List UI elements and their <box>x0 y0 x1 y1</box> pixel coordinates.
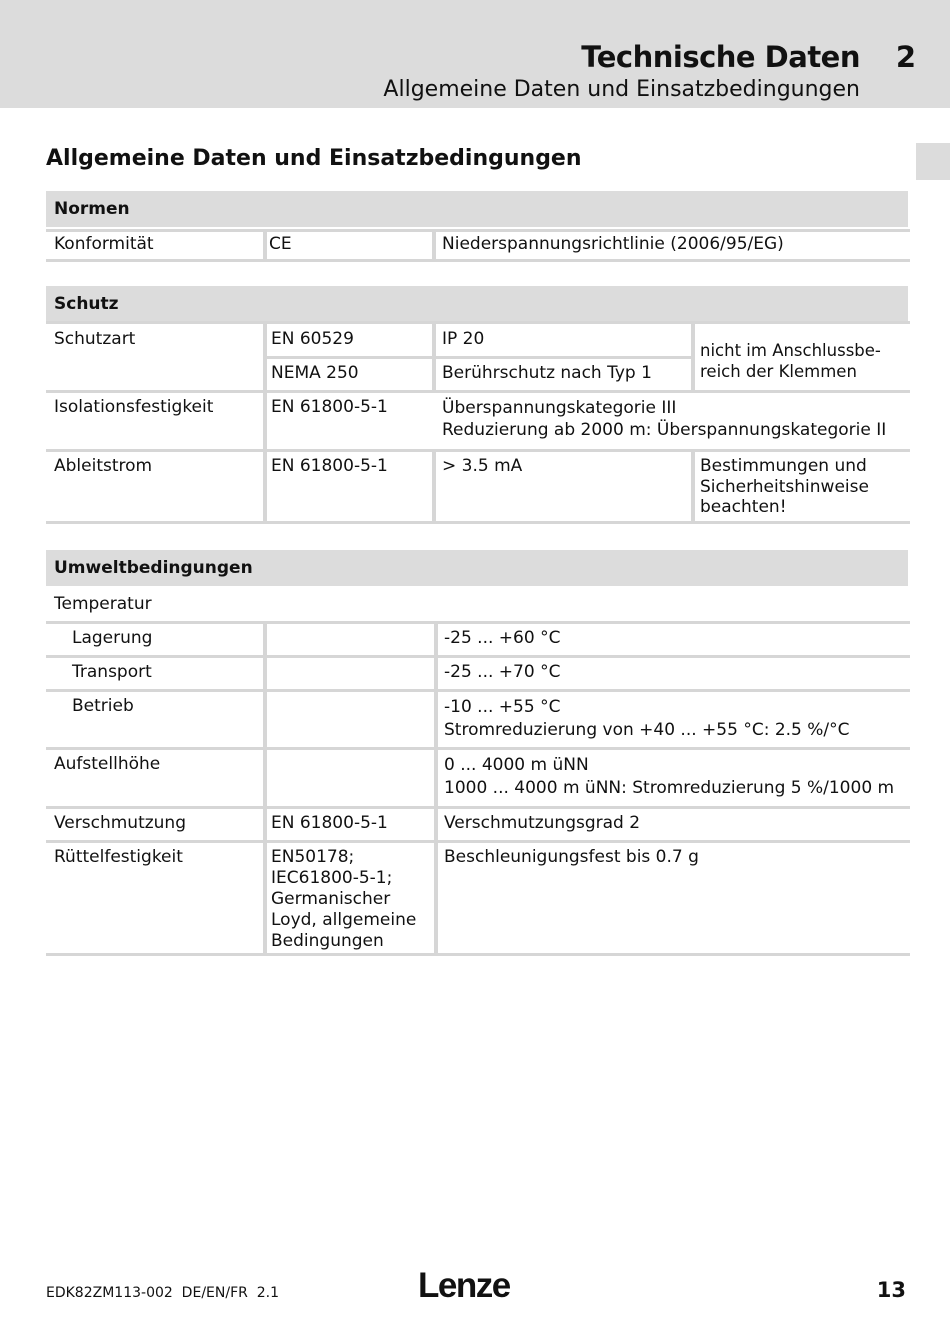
divider <box>46 953 910 956</box>
divider <box>46 806 910 809</box>
ableitstrom-norm: EN 61800-5-1 <box>271 456 388 476</box>
divider <box>263 229 267 260</box>
schutz-heading: Schutz <box>46 286 908 322</box>
konformitaet-norm: CE <box>269 234 292 254</box>
verschmutzung-label: Verschmutzung <box>54 813 186 833</box>
lagerung-value: -25 ... +60 °C <box>444 628 561 648</box>
lenze-logo-text: Lenze <box>418 1266 510 1305</box>
divider <box>46 390 910 393</box>
divider <box>46 321 910 324</box>
ruettel-norm: EN50178; IEC61800-5-1; Germanischer Loyd, allgemeine Bedingungen <box>271 847 417 951</box>
transport-value: -25 ... +70 °C <box>444 662 561 682</box>
ableitstrom-label: Ableitstrom <box>54 456 153 476</box>
divider <box>46 840 910 843</box>
aufstellhoehe-value: 0 ... 4000 m üNN 1000 ... 4000 m üNN: Stromreduzierung 5 %/1000 m <box>444 755 895 798</box>
normen-heading: Normen <box>46 191 908 227</box>
chapter-number: 2 <box>895 40 916 74</box>
divider <box>46 621 910 624</box>
isolation-label: Isolationsfestigkeit <box>54 397 214 417</box>
schutzart-label: Schutzart <box>54 329 136 349</box>
divider <box>432 449 436 523</box>
umwelt-heading: Umweltbedingungen <box>46 550 908 586</box>
schutzart-value-2: Berührschutz nach Typ 1 <box>442 363 652 383</box>
schutzart-note: nicht im Anschlussbe- reich der Klemmen <box>700 341 881 381</box>
chapter-tab-marker <box>916 143 950 180</box>
verschmutzung-norm: EN 61800-5-1 <box>271 813 388 833</box>
divider <box>46 449 910 452</box>
section-title: Allgemeine Daten und Einsatzbedingungen <box>46 146 582 171</box>
divider <box>691 449 695 523</box>
isolation-value: Überspannungskategorie III Reduzierung ab 2000 m: Überspannungskategorie II <box>442 398 887 440</box>
divider <box>263 449 267 523</box>
konformitaet-label: Konformität <box>54 234 154 254</box>
divider <box>434 621 438 955</box>
divider <box>691 321 695 393</box>
divider <box>46 747 910 750</box>
betrieb-label: Betrieb <box>72 696 134 716</box>
divider <box>46 259 910 262</box>
divider <box>46 655 910 658</box>
divider <box>46 229 910 232</box>
verschmutzung-value: Verschmutzungsgrad 2 <box>444 813 641 833</box>
normen-table <box>46 191 910 263</box>
divider <box>263 356 693 359</box>
header-subtitle: Allgemeine Daten und Einsatzbedingungen <box>383 77 860 102</box>
divider <box>263 621 267 955</box>
ableitstrom-note: Bestimmungen und Sicherheitshinweise beachten! <box>700 456 869 517</box>
lenze-logo <box>418 1265 526 1305</box>
schutzart-value-1: IP 20 <box>442 329 485 349</box>
page-number: 13 <box>876 1278 906 1302</box>
divider <box>432 229 436 260</box>
isolation-norm: EN 61800-5-1 <box>271 397 388 417</box>
divider <box>46 521 910 524</box>
ableitstrom-value: > 3.5 mA <box>442 456 523 476</box>
schutzart-norm-1: EN 60529 <box>271 329 354 349</box>
document-id: EDK82ZM113-002 DE/EN/FR 2.1 <box>46 1285 280 1301</box>
lagerung-label: Lagerung <box>72 628 153 648</box>
header-title: Technische Daten <box>581 40 860 74</box>
aufstellhoehe-label: Aufstellhöhe <box>54 754 161 774</box>
ruettel-value: Beschleunigungsfest bis 0.7 g <box>444 847 699 867</box>
betrieb-value: -10 ... +55 °C Stromreduzierung von +40 ... +55 °C: 2.5 %/°C <box>444 697 850 740</box>
divider <box>432 321 436 393</box>
temperatur-label: Temperatur <box>54 594 152 614</box>
schutz-table <box>46 286 910 526</box>
schutzart-norm-2: NEMA 250 <box>271 363 359 383</box>
divider <box>46 689 910 692</box>
transport-label: Transport <box>72 662 152 682</box>
umwelt-table <box>46 550 910 960</box>
divider <box>263 321 267 451</box>
konformitaet-value: Niederspannungsrichtlinie (2006/95/EG) <box>442 234 784 254</box>
ruettel-label: Rüttelfestigkeit <box>54 847 183 867</box>
